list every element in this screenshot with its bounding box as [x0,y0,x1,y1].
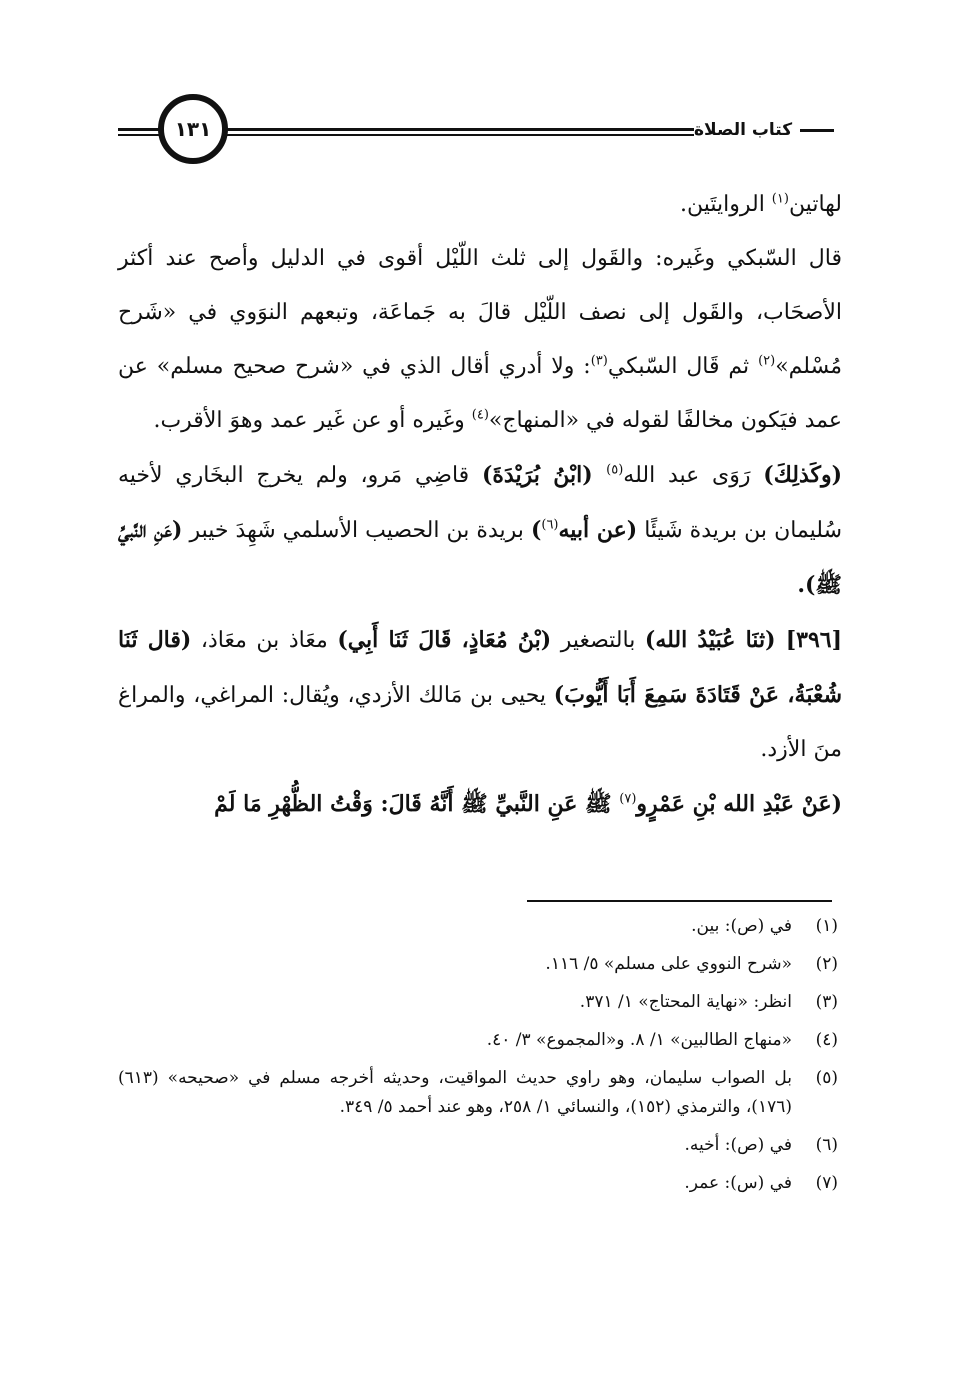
bold-run: ﷺ عَنِ النَّبيِّ ﷺ أَنَّهُ قَالَ: وَقْتُ الظُّهْرِ مَا لَمْ [214,791,620,817]
footnote-item [118,1131,838,1160]
footnote-text: في (س): عمر. [684,1173,792,1193]
footnote-text: «شرح النووي على مسلم» ٥/ ١١٦. [545,954,792,974]
bold-run: (قال ثَنَا شُعْبَةُ، عَنْ قَتَادَةَ سَمِعَ أَبَا أَيُّوبَ) [118,627,843,708]
footnote-ref: (٣) [590,353,608,369]
paragraph-4 [118,613,842,777]
title-dash [800,129,834,132]
footnote-ref: (٦) [541,517,559,533]
footnote-ref: (٢) [758,353,776,369]
bold-run: (بْنُ مُعَاذٍ، قَالَ ثَنَا أَبِي) [337,627,552,653]
page-number: ١٣١ [174,117,212,141]
footnote-item [118,1169,838,1198]
bold-run: (عن أبيه [558,517,638,543]
footnote-ref: (٥) [606,462,624,478]
footnote-ref: (٧) [619,791,637,807]
bold-run: (ابْنُ بُرَيْدَةَ) [481,462,607,488]
main-text [118,178,842,832]
footnote-text: انظر: «نهاية المحتاج» ١/ ٣٧١. [579,992,792,1012]
footnote-separator [527,900,832,902]
text-run: يحيى بن مَالك الأزدي، ويُقال: المراغي، والمراغ منَ الأزد. [118,683,842,762]
text-run: وغَيره أو عن غَير عمد وهوَ الأقرب. [153,408,472,433]
paragraph-1 [118,178,842,232]
footnote-text: في (ص): أخيه. [684,1135,792,1155]
bold-run: (عَنِ النَّبيِّ ﷺ). [118,517,842,598]
footnote-item [118,988,838,1017]
footnote-ref: (٤) [471,407,489,423]
footnote-number: (٥) [815,1068,838,1088]
page-number-circle [158,94,228,164]
page-header [118,92,842,172]
footnote-item [118,1064,838,1122]
footnote-item [118,1026,838,1055]
paragraph-5 [118,777,842,832]
footnote-number: (١) [815,916,838,936]
footnote-text: في (ص): بين. [691,916,792,936]
running-title [694,110,842,150]
running-title-text: كتاب الصلاة [694,120,793,140]
text-run: قاضِي مَرو، ولم يخرج البخَاري لأخيه سُليمان بن بريدة شَيئًا [118,463,843,543]
text-run: بالتصغير [551,628,645,653]
bold-run: (وكَذلِكَ) [763,462,843,488]
text-run: قال السّبكي وغَيره: والقَول إلى ثلث اللّيْل أقوى في الدليل وأصح عند أكثر الأصحَاب، والقَول إلى نصف اللّيْل قالَ به جَماعَة، وتبعهم النوَوي في «شَرح مُسْلم» [118,246,842,379]
text-run: ثم قَال السّبكي [607,354,759,379]
footnotes [118,912,838,1207]
footnote-item [118,912,838,941]
footnote-number: (٧) [815,1173,838,1193]
text-run: معَاذ بن معَاذ، [191,628,338,653]
bold-run: (عَنْ عَبْدِ الله بْنِ عَمْرٍو [636,791,842,817]
footnote-number: (٦) [815,1135,838,1155]
footnote-item [118,950,838,979]
paragraph-3 [118,448,842,613]
footnote-text: بل الصواب سليمان، وهو راوي حديث المواقيت، وحديثه أخرجه مسلم في «صحيحه» (٦١٣) (١٧٦)، والترمذي (١٥٢)، والنسائي ١/ ٢٥٨، وهو عند أحمد ٥/ ٣٤٩. [118,1068,792,1117]
text-run: : ولا أدري أقال الذي في «شرح صحيح مسلم» عن عمد فيَكون مخالفًا لقوله في «المنهاج» [118,354,842,433]
paragraph-2 [118,232,842,448]
footnote-number: (٣) [815,992,838,1012]
footnote-ref: (١) [771,191,789,207]
text-run: الروايتَين. [679,192,772,217]
text-run: لهاتين [788,192,842,217]
footnote-number: (٢) [815,954,838,974]
bold-run: ) [530,517,542,543]
footnote-text: «منهاج الطالبين» ١/ ٨. و«المجموع» ٣/ ٤٠. [486,1030,792,1050]
bold-run: [٣٩٦] (ثنَا عُبَيْدُ الله) [644,627,842,653]
text-run: رَوَى عبد الله [623,463,764,488]
text-run: بريدة بن الحصيب الأسلمي شَهِدَ خيبر [182,518,531,543]
footnote-number: (٤) [815,1030,838,1050]
